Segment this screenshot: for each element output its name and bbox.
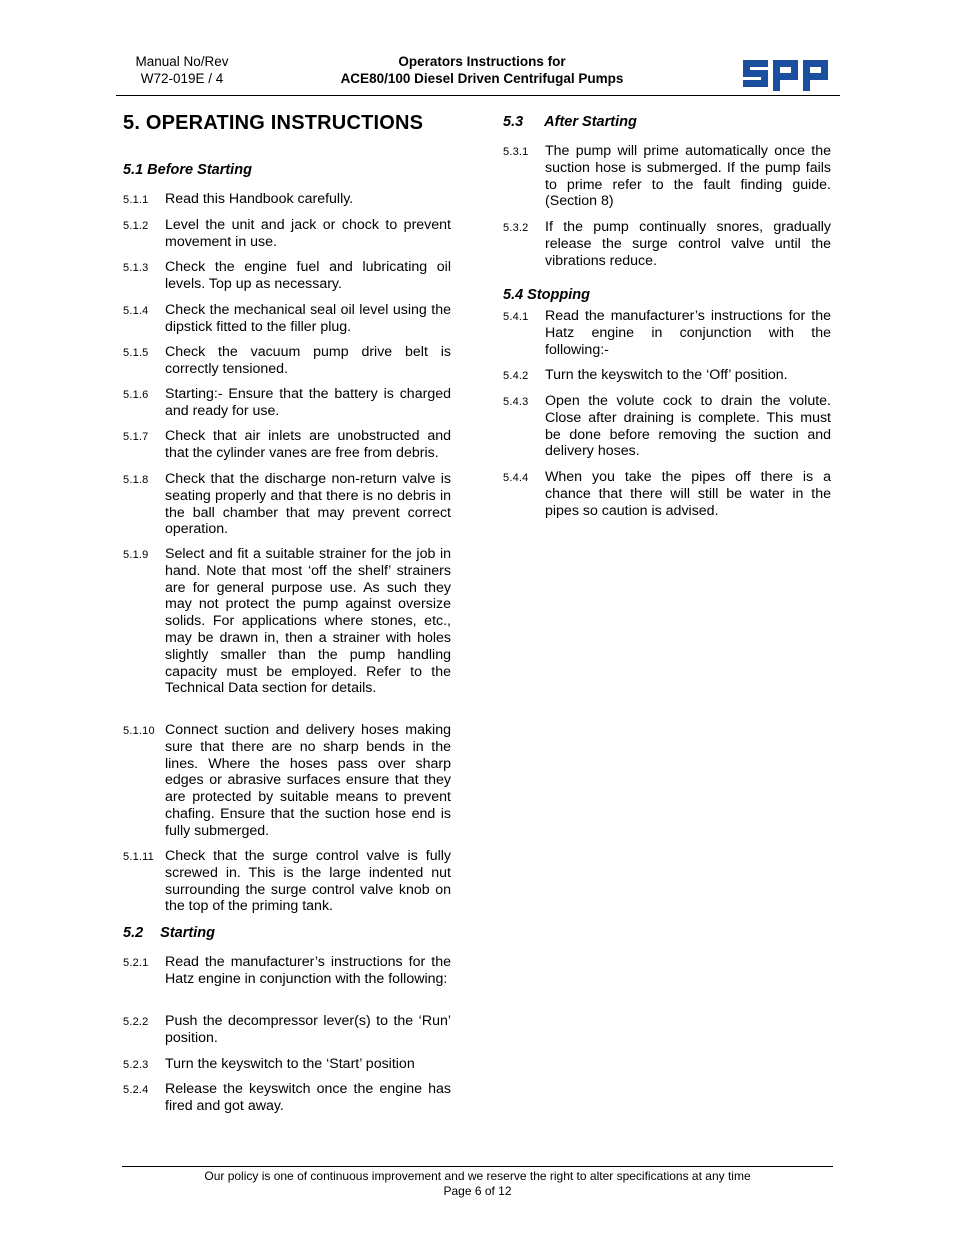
footer-rule xyxy=(122,1166,833,1167)
item-text: Turn the keyswitch to the ‘Start’ position xyxy=(165,1056,415,1072)
section-5-1-title: 5.1 Before Starting xyxy=(123,162,252,178)
title-line-1: Operators Instructions for xyxy=(398,54,566,69)
section-5-2-title xyxy=(123,925,215,941)
item-number: 5.4.1 xyxy=(503,311,529,323)
item-number: 5.2.1 xyxy=(123,957,149,969)
item-text: The pump will prime automatically once the suction hose is submerged. If the pump fails to prime refer to the fault finding guide. (Section 8) xyxy=(545,143,831,210)
item-text: Push the decompressor lever(s) to the ‘Run’ position. xyxy=(165,1013,451,1046)
item-text: Check that the discharge non-return valve is seating properly and that there is no debris in the ball chamber that may prevent correct operation. xyxy=(165,471,451,538)
item-number: 5.4.3 xyxy=(503,396,529,408)
item-text: Check that air inlets are unobstructed and that the cylinder vanes are free from debris. xyxy=(165,428,451,461)
item-number: 5.1.1 xyxy=(123,194,149,206)
title-line-2: ACE80/100 Diesel Driven Centrifugal Pumps xyxy=(340,71,624,86)
item-number: 5.1.2 xyxy=(123,220,149,232)
section-5-3-label: After Starting xyxy=(544,114,637,130)
item-text: Turn the keyswitch to the ‘Off’ position. xyxy=(545,367,788,383)
item-number: 5.4.2 xyxy=(503,370,529,382)
item-text: Select and fit a suitable strainer for the job in hand. Note that most ‘off the shelf’ strainers are for general purpose use. As such they may not protect the pump against oversize solids. For applications where stones, etc., may be drawn in, then a strainer with holes slightly smaller than the pump handling capacity must be employed. Refer to the Technical Data section for details. xyxy=(165,546,451,697)
item-text: Level the unit and jack or chock to prevent movement in use. xyxy=(165,217,451,250)
item-number: 5.2.2 xyxy=(123,1016,149,1028)
item-text: Starting:- Ensure that the battery is charged and ready for use. xyxy=(165,386,451,419)
item-text: Release the keyswitch once the engine has fired and got away. xyxy=(165,1081,451,1114)
spp-logo xyxy=(743,57,829,91)
item-text: Read the manufacturer’s instructions for the Hatz engine in conjunction with the following: xyxy=(165,954,451,987)
item-number: 5.1.9 xyxy=(123,549,149,561)
manual-number-block xyxy=(126,53,238,87)
item-number: 5.1.8 xyxy=(123,474,149,486)
item-text: Check that the surge control valve is fully screwed in. This is the large indented nut surrounding the surge control valve knob on the top of the priming tank. xyxy=(165,848,451,915)
section-5-3-title xyxy=(503,114,637,130)
item-number: 5.1.3 xyxy=(123,262,149,274)
item-number: 5.1.6 xyxy=(123,389,149,401)
page-heading: 5. OPERATING INSTRUCTIONS xyxy=(123,112,424,134)
item-text: Check the engine fuel and lubricating oil levels. Top up as necessary. xyxy=(165,259,451,292)
item-number: 5.1.10 xyxy=(123,725,155,737)
item-text: If the pump continually snores, gradually release the surge control valve until the vibrations reduce. xyxy=(545,219,831,269)
item-text: Read the manufacturer’s instructions for the Hatz engine in conjunction with the following:- xyxy=(545,308,831,358)
item-number: 5.3.2 xyxy=(503,222,529,234)
item-number: 5.1.4 xyxy=(123,305,149,317)
page-number: Page 6 of 12 xyxy=(443,1184,512,1198)
section-5-3-number: 5.3 xyxy=(503,114,524,130)
item-text: Open the volute cock to drain the volute. Close after draining is complete. This must be done before removing the suction and delivery hoses. xyxy=(545,393,831,460)
item-number: 5.3.1 xyxy=(503,146,529,158)
manual-label: Manual No/Rev xyxy=(135,54,229,69)
item-number: 5.2.4 xyxy=(123,1084,149,1096)
item-number: 5.2.3 xyxy=(123,1059,149,1071)
manual-number: W72-019E / 4 xyxy=(140,71,224,86)
policy-statement: Our policy is one of continuous improvement and we reserve the right to alter specifications at any time xyxy=(204,1169,751,1183)
item-text: Read this Handbook carefully. xyxy=(165,191,354,207)
header-rule xyxy=(116,95,840,96)
item-text: Connect suction and delivery hoses making sure that there are no sharp bends in the lines. Where the hoses pass over sharp edges or abrasive surfaces ensure that they are protected by suitable means to prevent chafing. Ensure that the suction hose end is fully submerged. xyxy=(165,722,451,839)
item-text: When you take the pipes off there is a chance that there will still be water in the pipes so caution is advised. xyxy=(545,469,831,519)
item-number: 5.4.4 xyxy=(503,472,529,484)
section-5-2-label: Starting xyxy=(160,925,215,941)
footer xyxy=(122,1169,833,1199)
item-text: Check the mechanical seal oil level using the dipstick fitted to the filler plug. xyxy=(165,302,451,335)
item-text: Check the vacuum pump drive belt is correctly tensioned. xyxy=(165,344,451,377)
section-5-2-number: 5.2 xyxy=(123,925,144,941)
section-5-4-title: 5.4 Stopping xyxy=(503,287,590,303)
document-title xyxy=(300,53,664,87)
item-number: 5.1.5 xyxy=(123,347,149,359)
item-number: 5.1.7 xyxy=(123,431,149,443)
item-number: 5.1.11 xyxy=(123,851,154,863)
